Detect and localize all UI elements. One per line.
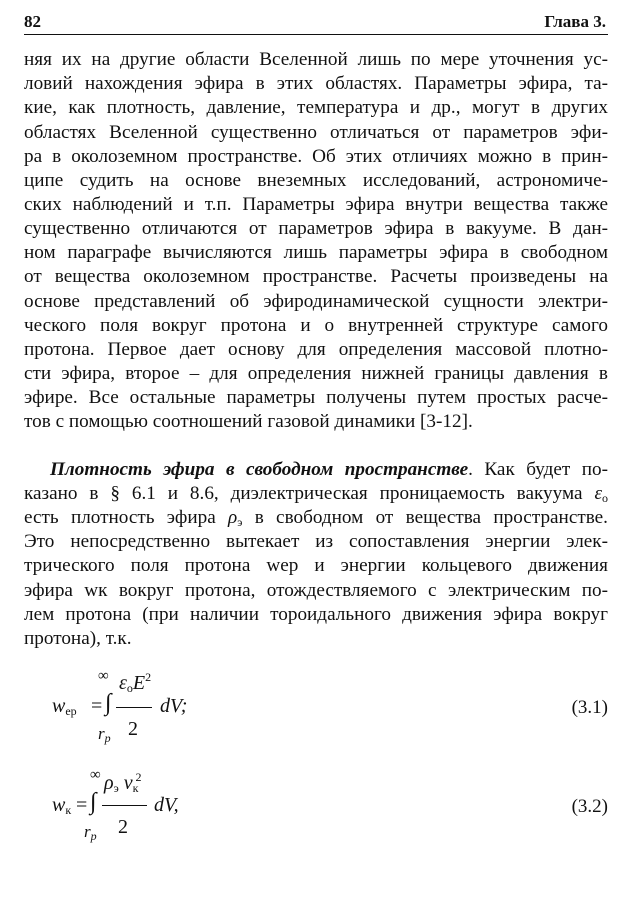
integral-sign: ∫	[105, 690, 112, 716]
fraction-bar	[116, 707, 152, 708]
text-line: тов с помощью соотношений газовой динамики [3-12].	[24, 411, 473, 432]
eq-equals: =	[76, 794, 88, 816]
header-rule	[24, 34, 608, 35]
eq-lhs: $w_{ep}$	[52, 695, 77, 718]
text-line: основе представлений об эфиродинамической сущности электри-	[24, 291, 608, 312]
integral-upper-limit: ∞	[98, 668, 109, 684]
fraction-denominator: 2	[128, 718, 138, 740]
eq-equals: =	[91, 695, 103, 717]
text-line: ра в околоземном пространстве. Об этих отличиях можно в прин-	[24, 146, 608, 167]
text-line: трического поля протона wep и энергии кольцевого движения	[24, 555, 608, 576]
section-heading: Плотность эфира в свободном пространстве	[50, 459, 469, 480]
fraction-denominator: 2	[118, 816, 128, 838]
text-line: ских наблюдений и т.п. Параметры эфира внутри вещества также	[24, 194, 608, 215]
text-line: сти эфира, второе – для определения нижней границы давления в	[24, 363, 608, 384]
equation-number: (3.1)	[571, 697, 608, 718]
text-line: протона), т.к.	[24, 628, 132, 649]
text-line: эфира wк вокруг протона, отождествляемого с электрическим по-	[24, 580, 608, 601]
integral-upper-limit: ∞	[90, 767, 101, 783]
text-line: кие, как плотность, давление, температура и др., могут в других	[24, 97, 608, 118]
text-line: Плотность эфира в свободном пространстве. Как будет по-	[50, 459, 609, 480]
eq-tail: dV;	[160, 695, 188, 717]
fraction-bar	[102, 805, 147, 806]
page-number: 82	[24, 12, 41, 31]
text-line: есть плотность эфира $\rho_э$ в свободном от вещества пространстве.	[24, 507, 608, 529]
integral-sign: ∫	[90, 789, 97, 815]
equation-number: (3.2)	[571, 796, 608, 817]
text-line: ном параграфе вычисляются лишь параметры эфира в свободном	[24, 242, 608, 263]
integral-lower-limit: $r_p$	[84, 822, 97, 843]
text-line: от вещества околоземном пространстве. Расчеты произведены на	[24, 266, 608, 287]
text-line: эфире. Все остальные параметры получены путем простых расче-	[24, 387, 608, 408]
integral-lower-limit: $r_p$	[98, 724, 111, 745]
text-line: областях Вселенной существенно отличаться от параметров эфи-	[24, 122, 608, 143]
text-line: ловий нахождения эфира в этих областях. Параметры эфира, та-	[24, 73, 608, 94]
text-line: казано в § 6.1 и 8.6, диэлектрическая проницаемость вакуума $\varepsilon_о$	[24, 483, 608, 505]
fraction-numerator: $\rho_э$ $v_к^2$	[104, 770, 142, 795]
text-line: Это непосредственно вытекает из сопоставления энергии элек-	[24, 531, 608, 552]
eq-lhs: $w_к$	[52, 794, 72, 817]
text-line: протона. Первое дает основу для определения массовой плотно-	[24, 339, 608, 360]
text-line: существенно отличаются от параметров эфира в вакууме. В дан-	[24, 218, 608, 239]
text-line: ципе судить на основе внеземных исследований, астрономиче-	[24, 170, 608, 191]
text-line: няя их на другие области Вселенной лишь по мере уточнения ус-	[24, 49, 608, 70]
text-line: ческого поля вокруг протона и о внутренней структуре самого	[24, 315, 608, 336]
page-header	[24, 10, 606, 32]
eq-tail: dV,	[154, 794, 179, 816]
chapter-title: Глава 3.	[544, 12, 606, 31]
fraction-numerator: $\varepsilon_оE^2$	[119, 670, 152, 695]
text-line: лем протона (при наличии тороидального движения эфира вокруг	[24, 604, 608, 625]
